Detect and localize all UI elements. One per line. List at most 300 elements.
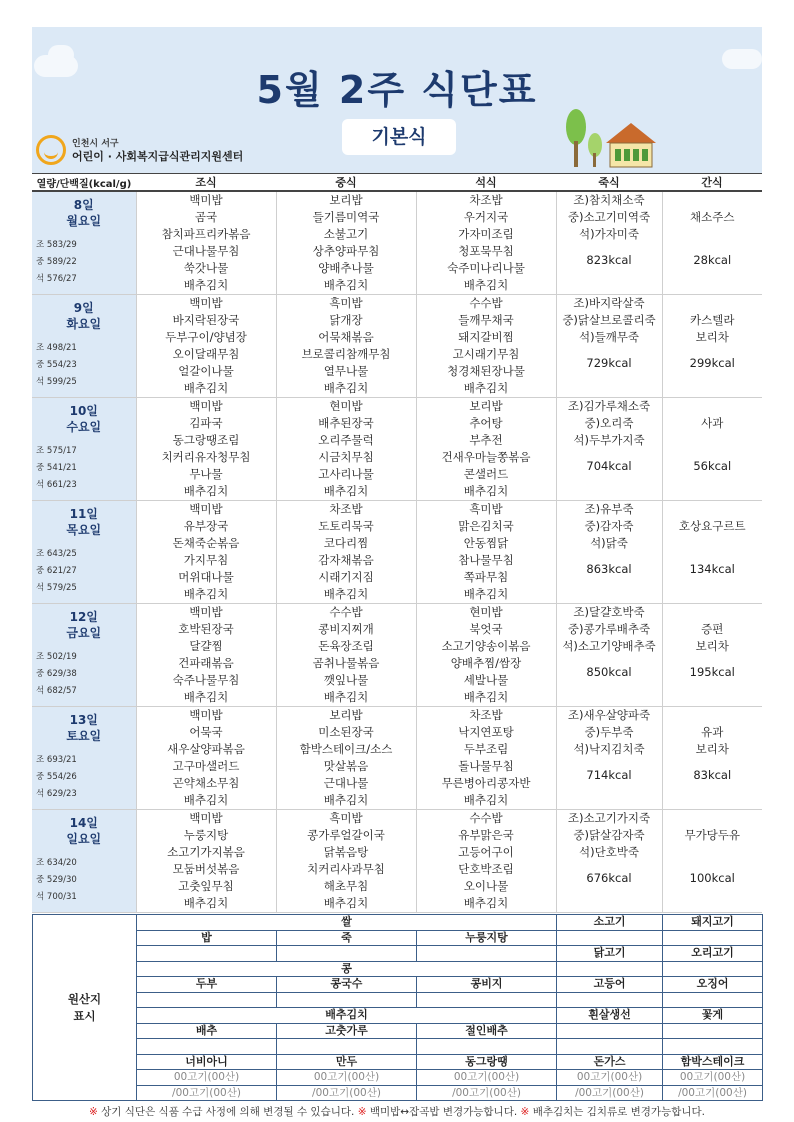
menu-item: 동그랑땡조림 [172, 433, 240, 447]
table-row [32, 604, 762, 707]
menu-item: 도토리묵국 [318, 519, 374, 533]
menu-item: 단호박조림 [458, 862, 514, 876]
kcal-protein-value: 조 693/21 [36, 755, 77, 765]
menu-item: 배추김치 [323, 587, 369, 601]
menu-item: 석)두부가지죽 [573, 433, 645, 447]
snack-items [663, 604, 763, 655]
kcal-protein-value: 석 579/25 [36, 583, 77, 593]
porridge-kcal: 863kcal [586, 562, 632, 576]
origin-cell: 00고기(00산) [277, 1070, 417, 1086]
menu-item: 백미밥 [189, 708, 223, 722]
menu-item: 콩비지찌개 [318, 622, 374, 636]
snack-kcal: 56kcal [693, 459, 732, 473]
menu-item: 배추김치 [183, 484, 229, 498]
header-banner [32, 27, 762, 173]
origin-table [32, 914, 763, 1101]
origin-cell [277, 992, 417, 1008]
menu-item: 배추김치 [323, 690, 369, 704]
menu-item: 숙주미나리나물 [447, 261, 525, 275]
origin-row [33, 1039, 763, 1055]
kcal-list [32, 340, 136, 391]
kcal-protein-value: 중 589/22 [36, 257, 77, 267]
porridge-kcal: 823kcal [586, 253, 632, 267]
menu-item: 소불고기 [323, 227, 369, 241]
menu-item: 보리밥 [329, 708, 363, 722]
org-city: 인천시 서구 [72, 139, 119, 149]
menu-item: 돈육장조림 [318, 639, 374, 653]
origin-cell: 흰살생선 [557, 1008, 663, 1024]
snack-kcal: 299kcal [689, 356, 735, 370]
origin-row [33, 946, 763, 962]
menu-item: 카스텔라 [690, 313, 735, 327]
spacer [663, 604, 763, 621]
menu-item: 소고기양송이볶음 [441, 639, 531, 653]
menu-item: 조)참치채소죽 [573, 193, 645, 207]
origin-cell [663, 961, 763, 977]
menu-item: 석)가자미죽 [578, 227, 640, 241]
kcal-protein-value: 조 575/17 [36, 446, 77, 456]
weekly-menu-table [32, 173, 762, 913]
menu-item: 수수밥 [469, 296, 503, 310]
menu-item: 석)낙지김치죽 [573, 742, 645, 756]
snack-cell [662, 398, 762, 501]
origin-cell: 돈가스 [557, 1054, 663, 1070]
menu-item: 조)달걀호박죽 [573, 605, 645, 619]
menu-item: 고사리나물 [318, 467, 374, 481]
menu-item: 들기름미역국 [312, 210, 380, 224]
dinner-cell [416, 191, 556, 295]
menu-item: 배추된장국 [318, 416, 374, 430]
day-date: 9일 [73, 301, 94, 315]
day-cell [32, 501, 136, 604]
menu-item: 보리차 [695, 742, 729, 756]
note-text: 백미밥↔잡곡밥 변경가능합니다. [369, 1106, 518, 1118]
menu-item: 중)두부죽 [584, 725, 634, 739]
dinner-cell [416, 501, 556, 604]
table-row [32, 191, 762, 295]
porridge-cell [556, 191, 662, 295]
origin-cell [137, 946, 277, 962]
origin-cell: /00고기(00산) [557, 1085, 663, 1101]
origin-cell: /00고기(00산) [663, 1085, 763, 1101]
breakfast-cell [136, 810, 276, 913]
kcal-protein-value: 중 541/21 [36, 463, 77, 473]
footer-note [32, 1104, 762, 1119]
dinner-cell [416, 810, 556, 913]
snack-cell [662, 295, 762, 398]
breakfast-cell [136, 604, 276, 707]
day-date: 14일 [69, 816, 98, 830]
lunch-cell [276, 501, 416, 604]
menu-item: 우거지국 [463, 210, 509, 224]
origin-cell: /00고기(00산) [417, 1085, 557, 1101]
origin-row [33, 1054, 763, 1070]
menu-item: 두부조림 [463, 742, 509, 756]
porridge-cell [556, 398, 662, 501]
origin-cell: 배추 [137, 1023, 277, 1039]
menu-item: 두부구이/양념장 [165, 330, 247, 344]
day-weekday: 월요일 [66, 214, 102, 228]
menu-item: 조)김가루채소죽 [567, 399, 651, 413]
menu-item: 채소주스 [690, 210, 735, 224]
menu-item: 김파국 [189, 416, 223, 430]
day-date: 13일 [69, 713, 98, 727]
origin-cell: 오징어 [663, 977, 763, 993]
day-label [32, 197, 136, 229]
menu-item: 북엇국 [469, 622, 503, 636]
menu-item: 깻잎나물 [323, 673, 369, 687]
snack-kcal: 134kcal [689, 562, 735, 576]
origin-cell: 동그랑땡 [417, 1054, 557, 1070]
menu-item: 근대나물무침 [172, 244, 240, 258]
origin-cell: 죽 [277, 930, 417, 946]
snack-items [663, 707, 763, 758]
origin-cell: 00고기(00산) [663, 1070, 763, 1086]
menu-item: 무나물 [189, 467, 223, 481]
menu-item: 코다리찜 [323, 536, 369, 550]
origin-cell: 만두 [277, 1054, 417, 1070]
kcal-protein-value: 조 643/25 [36, 549, 77, 559]
menu-item: 부추전 [469, 433, 503, 447]
snack-items [663, 501, 763, 552]
menu-item: 배추김치 [323, 484, 369, 498]
menu-item: 백미밥 [189, 296, 223, 310]
porridge-cell [556, 604, 662, 707]
menu-item: 안동찜닭 [463, 536, 509, 550]
menu-item: 배추김치 [463, 690, 509, 704]
header-kcal: 열량/단백질(kcal/g) [32, 174, 136, 192]
porridge-cell [556, 295, 662, 398]
menu-item: 백미밥 [189, 811, 223, 825]
menu-item: 콩가루얼갈이국 [307, 828, 385, 842]
kcal-protein-value: 석 682/57 [36, 686, 77, 696]
menu-item: 배추김치 [463, 484, 509, 498]
porridge-kcal: 704kcal [586, 459, 632, 473]
menu-item: 맑은김치국 [458, 519, 514, 533]
menu-item: 배추김치 [463, 587, 509, 601]
kcal-protein-value: 중 529/30 [36, 875, 77, 885]
snack-cell [662, 810, 762, 913]
dinner-cell [416, 398, 556, 501]
day-label [32, 609, 136, 641]
origin-cell: 오리고기 [663, 946, 763, 962]
menu-item: 고구마샐러드 [172, 759, 240, 773]
menu-item: 고등어구이 [458, 845, 514, 859]
lunch-cell [276, 707, 416, 810]
origin-cell: 너비아니 [137, 1054, 277, 1070]
lunch-cell [276, 398, 416, 501]
spacer [663, 295, 763, 312]
menu-item: 상추양파무침 [312, 244, 380, 258]
origin-row [33, 1008, 763, 1024]
origin-cell: 누룽지탕 [417, 930, 557, 946]
table-row [32, 295, 762, 398]
origin-cell [557, 1023, 663, 1039]
menu-item: 흑미밥 [329, 811, 363, 825]
menu-item: 중)닭살브로콜리죽 [562, 313, 656, 327]
snack-kcal: 28kcal [693, 253, 732, 267]
note-mark: ※ [357, 1106, 367, 1118]
snack-items [663, 810, 763, 861]
day-cell [32, 191, 136, 295]
origin-cell [663, 1023, 763, 1039]
page-title: 5월 2주 식단표 [256, 68, 538, 112]
breakfast-cell [136, 191, 276, 295]
origin-cell: 00고기(00산) [417, 1070, 557, 1086]
menu-item: 쪽파무침 [463, 570, 509, 584]
menu-item: 건파래볶음 [178, 656, 234, 670]
trees-house-icon [562, 107, 662, 169]
day-weekday: 토요일 [66, 729, 102, 743]
snack-kcal: 83kcal [693, 768, 732, 782]
menu-item: 청포묵무침 [458, 244, 514, 258]
origin-cell: 절인배추 [417, 1023, 557, 1039]
menu-item: 배추김치 [183, 690, 229, 704]
spacer [663, 398, 763, 415]
origin-cell: 배추김치 [137, 1008, 557, 1024]
origin-cell: /00고기(00산) [137, 1085, 277, 1101]
origin-row [33, 1023, 763, 1039]
menu-item: 시금치무침 [318, 450, 374, 464]
origin-cell: 돼지고기 [663, 915, 763, 931]
dinner-cell [416, 604, 556, 707]
menu-item: 누룽지탕 [183, 828, 229, 842]
day-cell [32, 604, 136, 707]
origin-cell: 콩국수 [277, 977, 417, 993]
menu-item: 중)오리죽 [584, 416, 634, 430]
origin-cell [557, 930, 663, 946]
menu-item: 세발나물 [463, 673, 509, 687]
menu-item: 중)감자죽 [584, 519, 634, 533]
menu-item: 참치파프리카볶음 [161, 227, 251, 241]
menu-item: 콘샐러드 [463, 467, 509, 481]
lunch-cell [276, 604, 416, 707]
menu-item: 백미밥 [189, 193, 223, 207]
menu-item: 차조밥 [469, 708, 503, 722]
menu-item: 고춧잎무침 [178, 879, 234, 893]
kcal-list [32, 649, 136, 700]
lunch-cell [276, 810, 416, 913]
day-weekday: 수요일 [66, 420, 102, 434]
kcal-protein-value: 중 629/38 [36, 669, 77, 679]
origin-row [33, 992, 763, 1008]
day-label [32, 815, 136, 847]
menu-item: 보리밥 [469, 399, 503, 413]
origin-cell: 고등어 [557, 977, 663, 993]
menu-item: 어묵국 [189, 725, 223, 739]
day-cell [32, 810, 136, 913]
menu-item: 석)소고기양배추죽 [562, 639, 656, 653]
menu-item: 차조밥 [329, 502, 363, 516]
snack-cell [662, 707, 762, 810]
menu-item: 참나물무침 [458, 553, 514, 567]
origin-cell: 고춧가루 [277, 1023, 417, 1039]
menu-item: 조)새우살양파죽 [567, 708, 651, 722]
menu-item: 새우살양파볶음 [167, 742, 245, 756]
menu-item: 배추김치 [183, 793, 229, 807]
origin-cell: 00고기(00산) [137, 1070, 277, 1086]
breakfast-cell [136, 398, 276, 501]
kcal-protein-value: 석 661/23 [36, 480, 77, 490]
kcal-protein-value: 중 621/27 [36, 566, 77, 576]
menu-item: 들깨무채국 [458, 313, 514, 327]
menu-item: 수수밥 [329, 605, 363, 619]
kcal-protein-value: 조 583/29 [36, 240, 77, 250]
breakfast-cell [136, 707, 276, 810]
menu-item: 곰취나물볶음 [312, 656, 380, 670]
menu-item: 달걀찜 [189, 639, 223, 653]
kcal-protein-value: 조 502/19 [36, 652, 77, 662]
day-weekday: 금요일 [66, 626, 102, 640]
menu-item: 배추김치 [323, 278, 369, 292]
origin-label-line: 표시 [73, 1008, 96, 1023]
porridge-cell [556, 707, 662, 810]
spacer [663, 192, 763, 209]
menu-item: 보리차 [695, 639, 729, 653]
origin-cell [137, 992, 277, 1008]
menu-item: 무른병아리콩자반 [441, 776, 531, 790]
menu-item: 유과 [701, 725, 724, 739]
table-row [32, 501, 762, 604]
menu-item: 청경채된장나물 [447, 364, 525, 378]
menu-item: 현미밥 [469, 605, 503, 619]
menu-type-badge: 기본식 [342, 119, 456, 155]
origin-cell [137, 1039, 277, 1055]
menu-item: 열무나물 [323, 364, 369, 378]
menu-item: 건새우마늘쫑볶음 [441, 450, 531, 464]
dinner-cell [416, 707, 556, 810]
menu-item: 해초무침 [323, 879, 369, 893]
menu-item: 수수밥 [469, 811, 503, 825]
menu-item: 머위대나물 [178, 570, 234, 584]
menu-item: 고시래기무침 [452, 347, 520, 361]
spacer [663, 501, 763, 518]
menu-item: 보리밥 [329, 193, 363, 207]
day-date: 8일 [73, 198, 94, 212]
spacer [663, 810, 763, 827]
menu-item: 조)유부죽 [584, 502, 634, 516]
origin-cell: 밥 [137, 930, 277, 946]
menu-item: 증편 [701, 622, 724, 636]
menu-item: 배추김치 [183, 587, 229, 601]
day-weekday: 화요일 [66, 317, 102, 331]
kcal-list [32, 237, 136, 288]
menu-item: 배추김치 [183, 278, 229, 292]
snack-cell [662, 501, 762, 604]
menu-item: 백미밥 [189, 502, 223, 516]
menu-item: 치커리유자청무침 [161, 450, 251, 464]
menu-item: 조)소고기가지죽 [567, 811, 651, 825]
breakfast-cell [136, 295, 276, 398]
menu-item: 보리차 [695, 330, 729, 344]
menu-item: 맛살볶음 [323, 759, 369, 773]
menu-item: 백미밥 [189, 399, 223, 413]
menu-item: 양배추나물 [318, 261, 374, 275]
kcal-list [32, 752, 136, 803]
day-label [32, 506, 136, 538]
lunch-cell [276, 295, 416, 398]
day-label [32, 300, 136, 332]
origin-cell [663, 992, 763, 1008]
menu-item: 오이달래무침 [172, 347, 240, 361]
origin-row [33, 930, 763, 946]
snack-items [663, 295, 763, 346]
snack-items [663, 192, 763, 243]
menu-item: 배추김치 [323, 896, 369, 910]
menu-item: 브로콜리참깨무침 [301, 347, 391, 361]
kcal-protein-value: 석 629/23 [36, 789, 77, 799]
menu-item: 차조밥 [469, 193, 503, 207]
origin-cell [277, 1039, 417, 1055]
note-text: 상기 식단은 식품 수급 사정에 의해 변경될 수 있습니다. [101, 1106, 355, 1118]
menu-item: 배추김치 [463, 381, 509, 395]
menu-item: 바지락된장국 [172, 313, 240, 327]
day-cell [32, 398, 136, 501]
porridge-cell [556, 810, 662, 913]
dinner-cell [416, 295, 556, 398]
menu-item: 오이나물 [463, 879, 509, 893]
menu-item: 곤약채소무침 [172, 776, 240, 790]
menu-item: 추어탕 [469, 416, 503, 430]
origin-cell [417, 1039, 557, 1055]
menu-item: 모둠버섯볶음 [172, 862, 240, 876]
snack-kcal: 195kcal [689, 665, 735, 679]
porridge-kcal: 676kcal [586, 871, 632, 885]
header-porridge: 죽식 [556, 174, 662, 192]
menu-item: 사과 [701, 416, 724, 430]
menu-item: 돈채죽순볶음 [172, 536, 240, 550]
menu-item: 배추김치 [323, 793, 369, 807]
kcal-protein-value: 조 498/21 [36, 343, 77, 353]
kcal-list [32, 443, 136, 494]
menu-item: 유부장국 [183, 519, 229, 533]
porridge-kcal: 729kcal [586, 356, 632, 370]
origin-cell: 00고기(00산) [557, 1070, 663, 1086]
menu-item: 소고기가지볶음 [167, 845, 245, 859]
menu-item: 석)단호박죽 [578, 845, 640, 859]
origin-cell: 소고기 [557, 915, 663, 931]
menu-item: 석)들깨무죽 [578, 330, 640, 344]
menu-item: 가자미조림 [458, 227, 514, 241]
porridge-cell [556, 501, 662, 604]
menu-item: 석)닭죽 [590, 536, 628, 550]
org-name: 어린이 · 사회복지급식관리지원센터 [72, 150, 244, 163]
origin-cell: 콩비지 [417, 977, 557, 993]
day-label [32, 712, 136, 744]
day-weekday: 일요일 [66, 832, 102, 846]
menu-item: 배추김치 [183, 381, 229, 395]
snack-items [663, 398, 763, 449]
header-snack: 간식 [662, 174, 762, 192]
menu-item: 닭볶음탕 [323, 845, 369, 859]
day-label [32, 403, 136, 435]
kcal-protein-value: 석 700/31 [36, 892, 77, 902]
table-row [32, 707, 762, 810]
day-date: 12일 [69, 610, 98, 624]
spacer [663, 707, 763, 724]
menu-item: 흑미밥 [469, 502, 503, 516]
kcal-protein-value: 중 554/23 [36, 360, 77, 370]
table-row [32, 810, 762, 913]
menu-item: 중)콩가루배추죽 [567, 622, 651, 636]
menu-item: 가지무침 [183, 553, 229, 567]
origin-cell: 함박스테이크 [663, 1054, 763, 1070]
note-mark: ※ [520, 1106, 530, 1118]
table-header-row [32, 174, 762, 192]
origin-cell [663, 1039, 763, 1055]
header-dinner: 석식 [416, 174, 556, 192]
origin-cell: 닭고기 [557, 946, 663, 962]
